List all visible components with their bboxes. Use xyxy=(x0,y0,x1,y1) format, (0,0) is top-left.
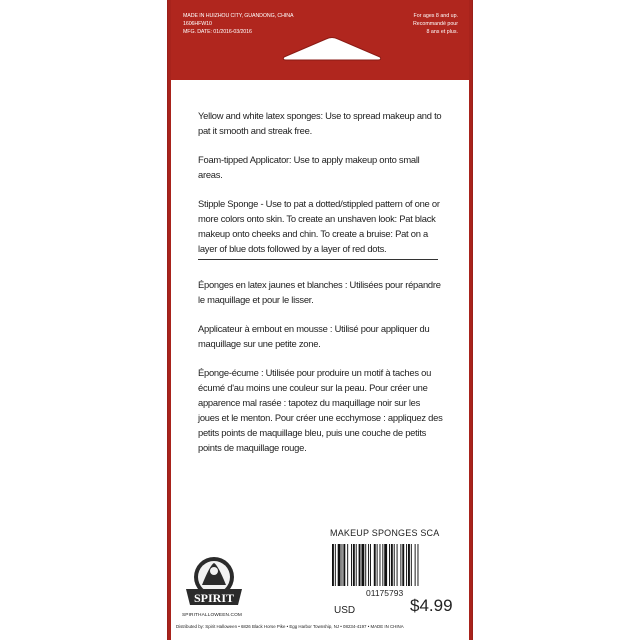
french-instructions xyxy=(198,277,443,469)
english-instructions xyxy=(198,108,443,270)
logo-wordmark: SPIRIT xyxy=(193,591,235,605)
divider xyxy=(198,259,438,260)
hang-hole-icon xyxy=(278,35,386,61)
product-card xyxy=(168,0,472,640)
age-line: Recommandé pour xyxy=(412,21,458,27)
age-notice xyxy=(388,12,458,36)
barcode-bar xyxy=(365,544,366,586)
price: $4.99 xyxy=(410,596,453,615)
barcode-bar xyxy=(342,544,343,586)
instruction-paragraph: Yellow and white latex sponges: Use to spread makeup and to pat it smooth and streak free. xyxy=(198,110,442,136)
barcode-bar xyxy=(384,544,387,586)
barcode-bar xyxy=(402,544,404,586)
barcode-bar xyxy=(356,544,357,586)
price-tag xyxy=(328,522,454,614)
mfg-line: MFG. DATE: 01/2016-03/2016 xyxy=(183,29,252,35)
instruction-paragraph: Foam-tipped Applicator: Use to apply makeup onto small areas. xyxy=(198,154,420,180)
barcode-bar xyxy=(361,544,364,586)
age-line: For ages 8 and up. xyxy=(413,13,458,19)
barcode-bar xyxy=(406,544,407,586)
product-name: MAKEUP SPONGES SCA xyxy=(330,528,440,538)
mfg-line: MADE IN HUIZHOU CITY, GUANDONG, CHINA xyxy=(183,13,294,19)
barcode-bar xyxy=(332,544,334,586)
instruction-paragraph: Applicateur à embout en mousse : Utilisé pour appliquer du maquillage sur une petite zone. xyxy=(198,323,430,349)
barcode xyxy=(330,544,450,586)
mfg-info xyxy=(183,12,333,36)
barcode-bar xyxy=(343,544,345,586)
website-url: SPIRITHALLOWEEN.COM xyxy=(182,613,243,618)
barcode-bar xyxy=(382,544,383,586)
barcode-bar xyxy=(347,544,348,586)
header-band xyxy=(168,0,472,80)
mfg-line: 1606HFW10 xyxy=(183,21,212,27)
instruction-paragraph: Stipple Sponge - Use to pat a dotted/stippled pattern of one or more colors onto skin. To create an unshaven look: Pat black makeup onto cheeks and chin. To create a bruise: Pat on a layer of blue dots followed by a layer of red dots. xyxy=(198,198,440,254)
barcode-bar xyxy=(353,544,355,586)
barcode-bar xyxy=(389,544,390,586)
barcode-bar xyxy=(415,544,416,586)
barcode-bar xyxy=(400,544,401,586)
barcode-bar xyxy=(335,544,336,586)
barcode-bar xyxy=(338,544,341,586)
barcode-bar xyxy=(368,544,369,586)
barcode-bar xyxy=(418,544,419,586)
barcode-bar xyxy=(391,544,393,586)
barcode-bar xyxy=(370,544,371,586)
barcode-bar xyxy=(394,544,395,586)
instruction-paragraph: Éponges en latex jaunes et blanches : Utilisées pour répandre le maquillage et pour le lisser. xyxy=(198,279,441,305)
barcode-bar xyxy=(397,544,398,586)
barcode-bar xyxy=(411,544,412,586)
spirit-logo xyxy=(180,555,248,613)
barcode-bar xyxy=(359,544,361,586)
currency: USD xyxy=(334,605,356,616)
item-number: 01175793 xyxy=(366,588,404,598)
barcode-bar xyxy=(408,544,410,586)
instruction-paragraph: Éponge-écume : Utilisée pour produire un motif à taches ou écumé d'au moins une couleur sur la peau. Pour créer une apparence mal rasée : tapotez du maquillage noir sur les joues et le menton. Pour créer une ecchymose : appliquez des petits points de maquillage bleu, puis une couche de petits points de maquillage rouge. xyxy=(198,367,443,453)
barcode-bar xyxy=(351,544,352,586)
age-line: 8 ans et plus. xyxy=(426,29,458,35)
barcode-bar xyxy=(374,544,376,586)
distributor-info: Distributed by: Spirit Halloween • 6826 Black Horse Pike • Egg Harbor Township, NJ • 08234-4197 • MADE IN CHINA xyxy=(176,624,404,629)
barcode-bar xyxy=(377,544,378,586)
barcode-bar xyxy=(380,544,381,586)
